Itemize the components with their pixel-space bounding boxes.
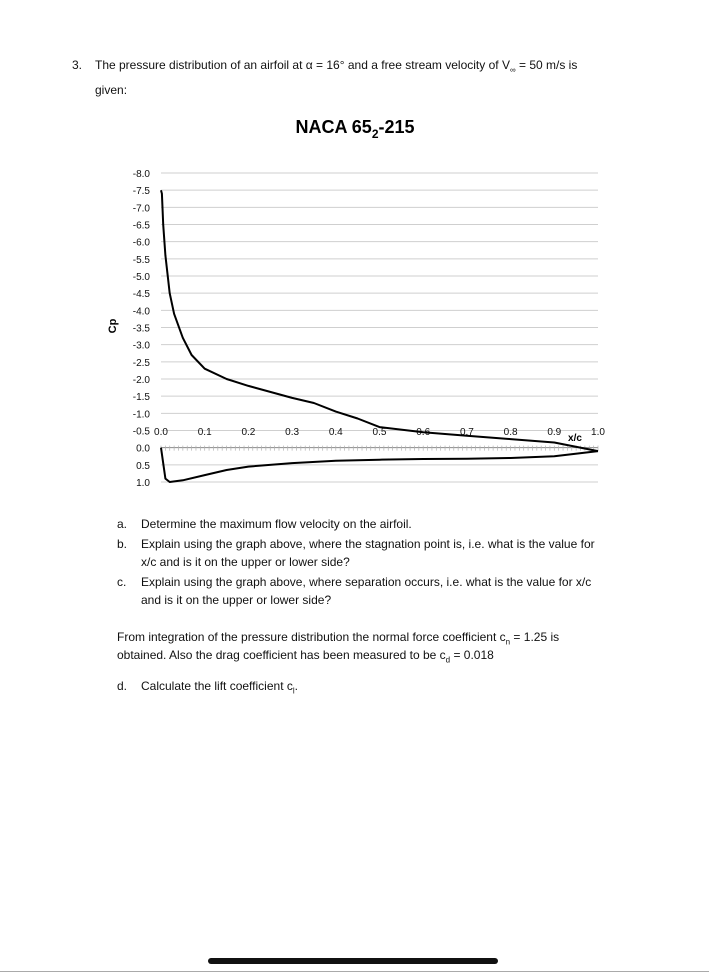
sub-question-letter: a. <box>117 517 128 531</box>
x-tick-label: 0.9 <box>547 427 562 438</box>
sub-question-text: and is it on the upper or lower side? <box>141 593 332 607</box>
y-tick-label: -6.0 <box>132 237 150 249</box>
y-tick-label: -4.0 <box>132 306 150 318</box>
home-indicator[interactable] <box>208 958 498 964</box>
chart-title <box>295 117 414 141</box>
question-text-part: = 50 m/s is <box>515 58 578 72</box>
y-tick-label: 0.5 <box>136 460 150 472</box>
y-tick-label: -2.0 <box>132 375 150 386</box>
cl-subscript: l <box>292 686 295 696</box>
chart-title-main: NACA 65 <box>295 117 372 137</box>
x-tick-label: 1.0 <box>591 427 605 438</box>
paragraph-text: = 1.25 is <box>510 630 560 644</box>
question-text-part: The pressure distribution of an airfoil at α = 16° and a free stream velocity of V <box>95 58 510 72</box>
sub-question-text: Explain using the graph above, where separation occurs, i.e. what is the value for x/c <box>141 575 592 589</box>
cn-subscript: n <box>505 637 511 647</box>
question-text-line-2: given: <box>95 83 128 97</box>
y-tick-label: 1.0 <box>136 478 150 489</box>
sub-question-text <box>141 678 298 694</box>
x-tick-label: 0.4 <box>328 427 343 438</box>
bottom-divider <box>0 971 709 972</box>
x-tick-label: 0.1 <box>197 427 212 438</box>
y-axis-tick-labels <box>133 169 151 489</box>
paragraph-text: obtained. Also the drag coefficient has been measured to be c <box>117 648 446 662</box>
sub-question-letter: c. <box>117 575 127 589</box>
y-tick-label: 0.0 <box>136 443 150 455</box>
sub-question-text: Determine the maximum flow velocity on the airfoil. <box>141 517 412 531</box>
x-tick-label: 0.5 <box>372 427 387 438</box>
x-tick-label: 0.2 <box>241 427 256 438</box>
y-tick-label: -5.0 <box>132 272 150 283</box>
question-number: 3. <box>72 58 83 72</box>
y-tick-label: -8.0 <box>132 169 150 180</box>
y-tick-label: -6.5 <box>132 220 150 232</box>
x-tick-label: 0.0 <box>154 427 168 438</box>
upper-surface-curve <box>161 190 598 451</box>
item-d-text: Calculate the lift coefficient c <box>141 679 293 693</box>
x-axis-label: x/c <box>568 433 582 444</box>
v-infinity-subscript: ∞ <box>509 65 516 75</box>
y-axis-label: Cp <box>107 318 119 334</box>
chart-title-sub: 2 <box>371 127 379 141</box>
paragraph-text: From integration of the pressure distribution the normal force coefficient c <box>117 630 506 644</box>
sub-question-letter: b. <box>117 537 128 551</box>
force-coefficient-paragraph <box>117 628 559 664</box>
paragraph-text: = 0.018 <box>450 648 494 662</box>
item-d-end: . <box>294 679 298 693</box>
chart-title-suffix: -215 <box>378 117 415 137</box>
paragraph-line-2 <box>117 646 559 664</box>
cd-subscript: d <box>445 655 451 665</box>
y-tick-label: -3.5 <box>132 323 150 335</box>
y-tick-label: -1.0 <box>132 409 150 421</box>
y-tick-label: -2.5 <box>132 357 150 369</box>
x-tick-label: 0.8 <box>503 427 518 438</box>
y-tick-label: -1.5 <box>132 392 150 404</box>
y-tick-label: -5.5 <box>132 254 150 266</box>
sub-question-text: x/c and is it on the upper or lower side? <box>141 555 350 569</box>
y-tick-label: -0.5 <box>132 426 150 438</box>
chart-series <box>161 190 598 482</box>
x-tick-label: 0.3 <box>285 427 300 438</box>
y-tick-label: -3.0 <box>132 340 150 352</box>
y-tick-label: -7.0 <box>132 203 150 215</box>
y-tick-label: -7.5 <box>132 186 150 198</box>
y-tick-label: -4.5 <box>132 289 150 301</box>
sub-question-text: Explain using the graph above, where the stagnation point is, i.e. what is the value for <box>141 537 595 551</box>
paragraph-line-1 <box>117 628 559 646</box>
sub-question-letter: d. <box>117 679 128 693</box>
x-tick-label: 0.6 <box>416 427 431 438</box>
x-tick-label: 0.7 <box>459 427 474 438</box>
